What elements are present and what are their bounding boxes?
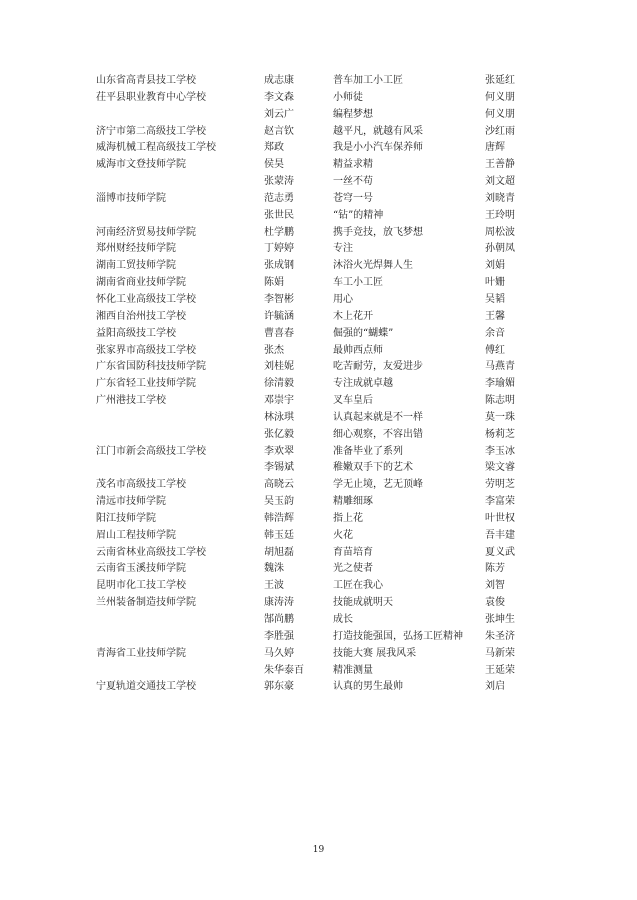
work-title: 指上花 xyxy=(333,512,363,524)
student-name: 李智彬 xyxy=(264,293,294,305)
table-row xyxy=(0,241,637,258)
school-name: 阳江技师学院 xyxy=(96,512,156,524)
student-name: 高晓云 xyxy=(264,479,294,491)
entries-table xyxy=(0,73,637,696)
work-title: 火花 xyxy=(333,529,353,541)
student-name: 成志康 xyxy=(264,75,294,86)
student-name: 郜尚鹏 xyxy=(264,614,294,625)
table-row xyxy=(0,477,637,494)
teacher-name: 李瑜媚 xyxy=(485,378,515,390)
work-title: 细心观察，不容出错 xyxy=(333,428,423,440)
work-title: 沐浴火光焊舞人生 xyxy=(333,260,413,272)
work-title: 一丝不苟 xyxy=(333,176,373,188)
table-row xyxy=(0,376,637,393)
student-name: 陈娟 xyxy=(264,277,284,289)
work-title: 倔强的“蝴蝶” xyxy=(333,327,394,339)
work-title: 我是小小汽车保养师 xyxy=(333,142,423,154)
student-name: 康涛涛 xyxy=(264,597,294,609)
school-name: 山东省高青县技工学校 xyxy=(96,75,196,86)
teacher-name: 马燕青 xyxy=(485,361,515,373)
student-name: 曹喜春 xyxy=(264,327,294,339)
table-row xyxy=(0,494,637,511)
table-row xyxy=(0,208,637,225)
work-title: 精雕细琢 xyxy=(333,496,373,508)
table-row xyxy=(0,90,637,107)
table-row xyxy=(0,275,637,292)
work-title: 越平凡，就越有风采 xyxy=(333,125,423,137)
table-row xyxy=(0,427,637,444)
student-name: 刘桂妮 xyxy=(264,361,294,373)
teacher-name: 朱圣济 xyxy=(485,630,515,642)
teacher-name: 张延红 xyxy=(485,75,515,86)
school-name: 济宁市第二高级技工学校 xyxy=(96,125,206,137)
work-title: 携手竞技，放飞梦想 xyxy=(333,226,423,238)
table-row xyxy=(0,612,637,629)
teacher-name: 张坤生 xyxy=(485,614,515,625)
teacher-name: 吴韬 xyxy=(485,293,505,305)
table-row xyxy=(0,73,637,90)
student-name: 李锡斌 xyxy=(264,462,294,474)
teacher-name: 孙朝凤 xyxy=(485,243,515,255)
student-name: 李胜强 xyxy=(264,630,294,642)
work-title: “钻”的精神 xyxy=(333,209,384,221)
work-title: 光之使者 xyxy=(333,563,373,575)
school-name: 威海市文登技师学院 xyxy=(96,159,186,171)
school-name: 昆明市化工技工学校 xyxy=(96,580,186,592)
table-row xyxy=(0,646,637,663)
table-row xyxy=(0,511,637,528)
teacher-name: 何义朋 xyxy=(485,108,515,120)
table-row xyxy=(0,595,637,612)
school-name: 茂名市高级技工学校 xyxy=(96,479,186,491)
work-title: 小师徒 xyxy=(333,91,363,103)
table-row xyxy=(0,528,637,545)
student-name: 张成钢 xyxy=(264,260,294,272)
table-row xyxy=(0,410,637,427)
work-title: 打造技能强国，弘扬工匠精神 xyxy=(333,630,463,642)
table-row xyxy=(0,343,637,360)
teacher-name: 刘娟 xyxy=(485,260,505,272)
work-title: 专注成就卓越 xyxy=(333,378,393,390)
student-name: 杜学鹏 xyxy=(264,226,294,238)
student-name: 韩浩辉 xyxy=(264,512,294,524)
student-name: 林泳琪 xyxy=(264,411,294,423)
school-name: 兰州装备制造技师学院 xyxy=(96,597,196,609)
teacher-name: 袁俊 xyxy=(485,597,505,609)
school-name: 茌平县职业教育中心学校 xyxy=(96,91,206,103)
student-name: 魏洙 xyxy=(264,563,284,575)
teacher-name: 王玲明 xyxy=(485,209,515,221)
teacher-name: 刘启 xyxy=(485,681,505,693)
school-name: 江门市新会高级技工学校 xyxy=(96,445,206,457)
teacher-name: 王馨 xyxy=(485,310,505,322)
student-name: 刘云广 xyxy=(264,108,294,120)
school-name: 云南省玉溪技师学院 xyxy=(96,563,186,575)
work-title: 专注 xyxy=(333,243,353,255)
table-row xyxy=(0,444,637,461)
student-name: 王波 xyxy=(264,580,284,592)
work-title: 育苗培育 xyxy=(333,546,373,558)
teacher-name: 刘文超 xyxy=(485,176,515,188)
school-name: 淄博市技师学院 xyxy=(96,192,166,204)
teacher-name: 梁文睿 xyxy=(485,462,515,474)
student-name: 丁婷婷 xyxy=(264,243,294,255)
student-name: 郑政 xyxy=(264,142,284,154)
work-title: 编程梦想 xyxy=(333,108,373,120)
student-name: 许毓涵 xyxy=(264,310,294,322)
table-row xyxy=(0,663,637,680)
school-name: 眉山工程技师学院 xyxy=(96,529,176,541)
table-row xyxy=(0,359,637,376)
teacher-name: 余音 xyxy=(485,327,505,339)
student-name: 范志勇 xyxy=(264,192,294,204)
work-title: 认真的男生最帅 xyxy=(333,681,403,693)
student-name: 侯昊 xyxy=(264,159,284,171)
school-name: 湖南工贸技师学院 xyxy=(96,260,176,272)
work-title: 成长 xyxy=(333,614,353,625)
work-title: 准备毕业了系列 xyxy=(333,445,403,457)
school-name: 怀化工业高级技工学校 xyxy=(96,293,196,305)
work-title: 精益求精 xyxy=(333,159,373,171)
table-row xyxy=(0,292,637,309)
teacher-name: 唐辉 xyxy=(485,142,505,154)
table-row xyxy=(0,225,637,242)
teacher-name: 王善静 xyxy=(485,159,515,171)
teacher-name: 叶姗 xyxy=(485,277,505,289)
student-name: 李欢翠 xyxy=(264,445,294,457)
teacher-name: 周松波 xyxy=(485,226,515,238)
work-title: 学无止境，艺无顶峰 xyxy=(333,479,423,491)
student-name: 郭东豪 xyxy=(264,681,294,693)
table-row xyxy=(0,629,637,646)
work-title: 叉车皇后 xyxy=(333,395,373,407)
work-title: 普车加工小工匠 xyxy=(333,75,403,86)
table-row xyxy=(0,309,637,326)
student-name: 邓崇宇 xyxy=(264,395,294,407)
work-title: 稚嫩双手下的艺术 xyxy=(333,462,413,474)
table-row xyxy=(0,107,637,124)
table-row xyxy=(0,174,637,191)
work-title: 精准测量 xyxy=(333,664,373,676)
table-row xyxy=(0,326,637,343)
teacher-name: 叶世权 xyxy=(485,512,515,524)
teacher-name: 刘智 xyxy=(485,580,505,592)
school-name: 河南经济贸易技师学院 xyxy=(96,226,196,238)
school-name: 青海省工业技师学院 xyxy=(96,647,186,659)
student-name: 张亿毅 xyxy=(264,428,294,440)
teacher-name: 沙红雨 xyxy=(485,125,515,137)
table-row xyxy=(0,124,637,141)
school-name: 益阳高级技工学校 xyxy=(96,327,176,339)
school-name: 广东省轻工业技师学院 xyxy=(96,378,196,390)
school-name: 郑州财经技师学院 xyxy=(96,243,176,255)
school-name: 云南省林业高级技工学校 xyxy=(96,546,206,558)
teacher-name: 王延荣 xyxy=(485,664,515,676)
teacher-name: 夏义武 xyxy=(485,546,515,558)
table-row xyxy=(0,191,637,208)
teacher-name: 吾丰建 xyxy=(485,529,515,541)
teacher-name: 杨莉芝 xyxy=(485,428,515,440)
school-name: 湘西自治州技工学校 xyxy=(96,310,186,322)
student-name: 韩玉廷 xyxy=(264,529,294,541)
table-row xyxy=(0,460,637,477)
student-name: 张蒙涛 xyxy=(264,176,294,188)
work-title: 技能大赛 展我风采 xyxy=(333,647,417,659)
work-title: 认真起来就是不一样 xyxy=(333,411,423,423)
work-title: 车工小工匠 xyxy=(333,277,383,289)
teacher-name: 刘晓青 xyxy=(485,192,515,204)
table-row xyxy=(0,561,637,578)
teacher-name: 李玉冰 xyxy=(485,445,515,457)
work-title: 最帅西点师 xyxy=(333,344,383,356)
school-name: 广东省国防科技技师学院 xyxy=(96,361,206,373)
teacher-name: 陈志明 xyxy=(485,395,515,407)
work-title: 木上花开 xyxy=(333,310,373,322)
table-row xyxy=(0,578,637,595)
school-name: 湖南省商业技师学院 xyxy=(96,277,186,289)
teacher-name: 李富荣 xyxy=(485,496,515,508)
teacher-name: 劳明芝 xyxy=(485,479,515,491)
student-name: 李文森 xyxy=(264,91,294,103)
work-title: 工匠在我心 xyxy=(333,580,383,592)
work-title: 苍穹一号 xyxy=(333,192,373,204)
student-name: 张世民 xyxy=(264,209,294,221)
student-name: 徐清毅 xyxy=(264,378,294,390)
school-name: 宁夏轨道交通技工学校 xyxy=(96,681,196,693)
work-title: 技能成就明天 xyxy=(333,597,393,609)
work-title: 用心 xyxy=(333,293,353,305)
table-row xyxy=(0,140,637,157)
teacher-name: 何义朋 xyxy=(485,91,515,103)
student-name: 朱华泰百 xyxy=(264,664,304,676)
page-number: 19 xyxy=(312,845,325,855)
table-row xyxy=(0,258,637,275)
work-title: 吃苦耐劳，友爱进步 xyxy=(333,361,423,373)
student-name: 张杰 xyxy=(264,344,284,356)
teacher-name: 莫一珠 xyxy=(485,411,515,423)
student-name: 赵言钦 xyxy=(264,125,294,137)
student-name: 吴玉韵 xyxy=(264,496,294,508)
table-row xyxy=(0,157,637,174)
teacher-name: 傅红 xyxy=(485,344,505,356)
student-name: 马久婷 xyxy=(264,647,294,659)
table-row xyxy=(0,545,637,562)
student-name: 胡旭磊 xyxy=(264,546,294,558)
teacher-name: 马新荣 xyxy=(485,647,515,659)
school-name: 广州港技工学校 xyxy=(96,395,166,407)
table-row xyxy=(0,679,637,696)
teacher-name: 陈芳 xyxy=(485,563,505,575)
school-name: 张家界市高级技工学校 xyxy=(96,344,196,356)
table-row xyxy=(0,393,637,410)
school-name: 清远市技师学院 xyxy=(96,496,166,508)
school-name: 威海机械工程高级技工学校 xyxy=(96,142,216,154)
